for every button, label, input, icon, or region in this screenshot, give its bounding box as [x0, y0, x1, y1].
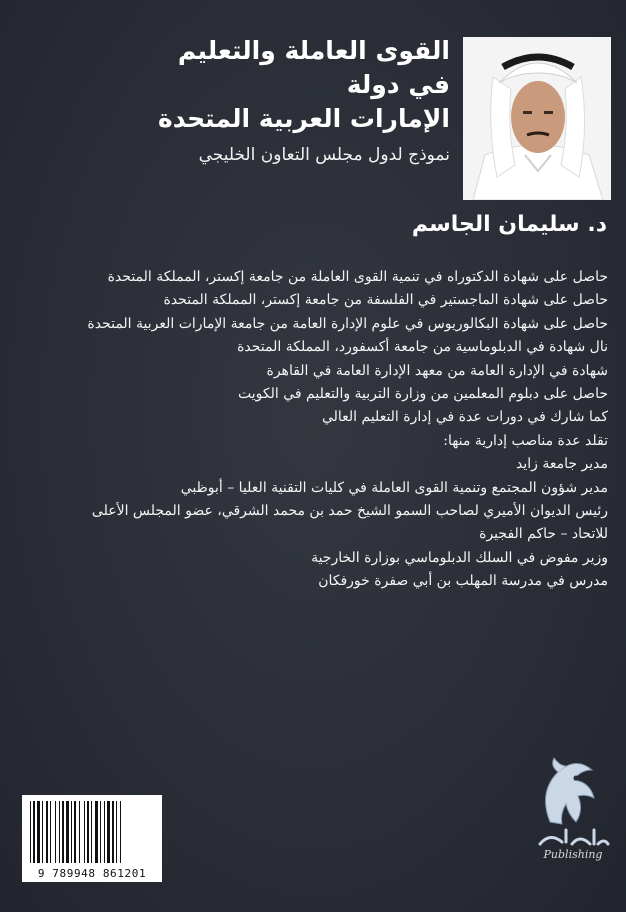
book-title-line-1: القوى العاملة والتعليم — [177, 36, 450, 65]
author-name: د. سليمان الجاسم — [411, 212, 607, 237]
horse-head-icon — [520, 752, 616, 852]
bio-line: مدير شؤون المجتمع وتنمية القوى العاملة في كليات التقنية العليا – أبوظبي — [180, 479, 608, 496]
isbn-number: 9 789948 861201 — [37, 867, 147, 880]
bio-line: مدير جامعة زايد — [516, 456, 608, 473]
title-block — [40, 34, 450, 168]
bio-line: مدرس في مدرسة المهلب بن أبي صفرة خورفكان — [318, 573, 608, 590]
book-title-line-3: الإمارات العربية المتحدة — [157, 104, 450, 133]
isbn-barcode — [22, 795, 162, 882]
bio-line: رئيس الديوان الأميري لصاحب السمو الشيخ حمد بن محمد الشرقي، عضو المجلس الأعلى — [91, 503, 608, 520]
barcode-icon — [22, 795, 162, 867]
book-title-line-2: في دولة — [346, 70, 450, 99]
author-portrait-icon — [463, 37, 611, 200]
bio-line: وزير مفوض في السلك الدبلوماسي بوزارة الخارجية — [311, 549, 608, 566]
bio-line: حاصل على شهادة الماجستير في الفلسفة من جامعة إكستر، المملكة المتحدة — [163, 292, 608, 309]
bio-line: حاصل على دبلوم المعلمين من وزارة التربية والتعليم في الكويت — [238, 386, 608, 403]
bio-line: تقلد عدة مناصب إدارية منها: — [443, 432, 608, 449]
publisher-latin-name: Publishing — [543, 848, 603, 861]
publisher-logo — [520, 752, 616, 882]
author-photo — [463, 37, 611, 200]
book-subtitle: نموذج لدول مجلس التعاون الخليجي — [198, 145, 450, 165]
bio-line: نال شهادة في الدبلوماسية من جامعة أكسفورد، المملكة المتحدة — [237, 339, 608, 356]
bio-line: حاصل على شهادة البكالوريوس في علوم الإدارة العامة من جامعة الإمارات العربية المتحدة — [87, 315, 608, 332]
bio-line: للاتحاد – حاكم الفجيرة — [479, 526, 608, 543]
author-bio — [8, 266, 608, 594]
bio-line: شهادة في الإدارة العامة من معهد الإدارة العامة في القاهرة — [266, 362, 608, 379]
bio-line: كما شارك في دورات عدة في إدارة التعليم العالي — [321, 409, 608, 426]
bio-line: حاصل على شهادة الدكتوراه في تنمية القوى العاملة من جامعة إكستر، المملكة المتحدة — [107, 269, 608, 285]
